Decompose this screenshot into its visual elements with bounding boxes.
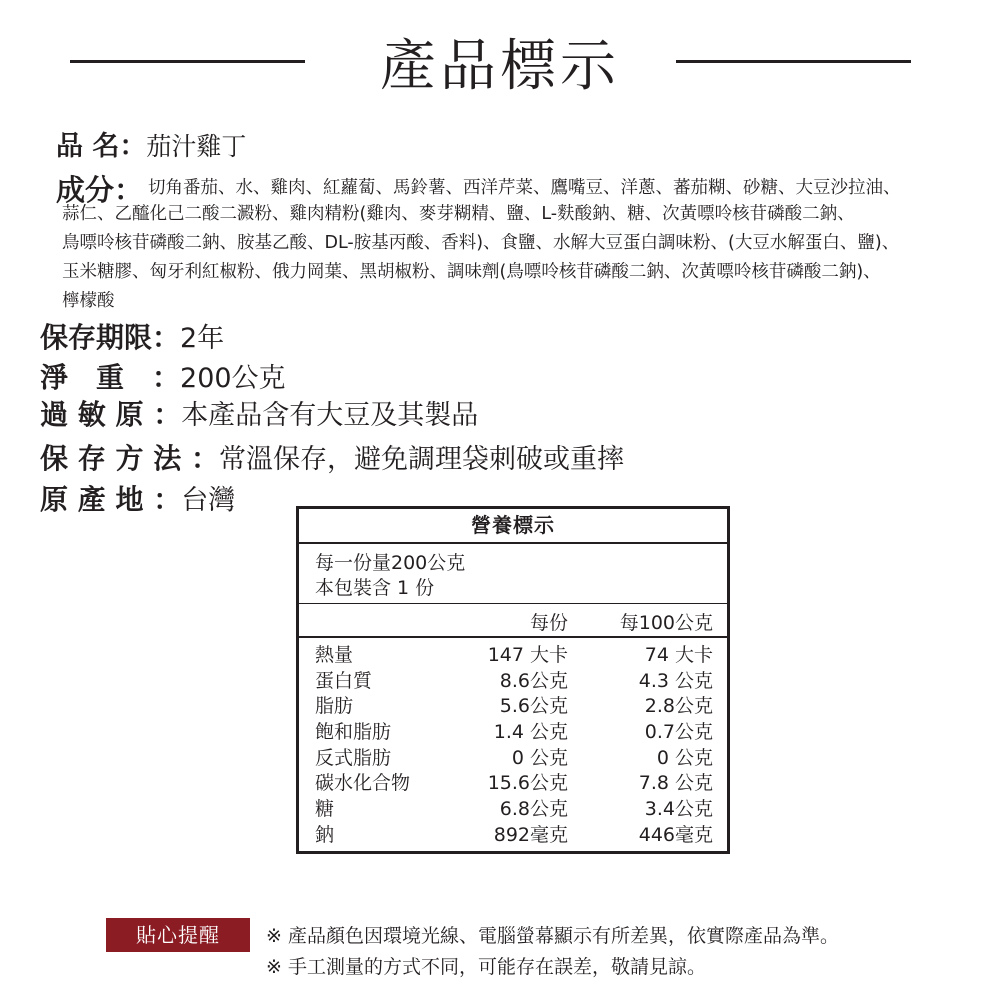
ingredients-line: 鳥嘌呤核苷磷酸二鈉、胺基乙酸、DL-胺基丙酸、香料)、食鹽、水解大豆蛋白調味粉、(大豆水解蛋白、鹽)、: [62, 233, 900, 253]
table-row: [299, 743, 727, 769]
shelf-life-row: [40, 316, 224, 356]
product-name-row: [56, 124, 246, 163]
table-row: [299, 691, 727, 717]
table-row: [299, 794, 727, 820]
ingredients-block: [56, 168, 996, 311]
nutrient-name: 脂肪: [315, 695, 354, 718]
ingredients-line: 蒜仁、乙醯化己二酸二澱粉、雞肉精粉(雞肉、麥芽糊精、鹽、L-麩酸鈉、糖、次黃嘌呤核苷磷酸二鈉、: [62, 204, 855, 224]
per-serving-value: 8.6公克: [499, 669, 568, 692]
nutrition-table: [296, 506, 730, 854]
product-name-label: 品 名：: [56, 131, 147, 162]
shelf-life-value: 2年: [180, 323, 225, 354]
nutrient-name: 熱量: [315, 644, 354, 666]
page-header: [0, 20, 1000, 100]
origin-row: [40, 478, 235, 518]
per-serving-value: 147 大卡: [487, 644, 568, 666]
per-100g-value: 0 公克: [656, 746, 713, 769]
nutrient-name: 糖: [315, 798, 335, 821]
per-100g-value: 7.8 公克: [638, 772, 713, 795]
table-row: [299, 666, 727, 692]
allergen-value: 本產品含有大豆及其製品: [181, 400, 479, 431]
nutrient-name: 碳水化合物: [315, 772, 411, 795]
nutrition-serving-info: [299, 544, 727, 604]
per-serving-value: 5.6公克: [499, 695, 568, 718]
per-100g-value: 3.4公克: [644, 798, 713, 821]
ingredients-line: 玉米糖膠、匈牙利紅椒粉、俄力岡葉、黑胡椒粉、調味劑(鳥嘌呤核苷磷酸二鈉、次黃嘌呤核苷磷酸二鈉)、: [62, 262, 881, 282]
net-weight-row: [40, 356, 286, 396]
nutrient-name: 鈉: [315, 823, 335, 846]
per-serving-value: 0 公克: [511, 746, 568, 769]
nutrient-name: 飽和脂肪: [315, 721, 392, 744]
tip-note-color: ※ 產品顏色因環境光線、電腦螢幕顯示有所差異，依實際產品為準。: [266, 925, 839, 947]
storage-row: [40, 437, 624, 477]
per-serving-value: 1.4 公克: [493, 721, 568, 744]
title-divider-right: [676, 60, 911, 63]
ingredients-label: 成分：: [56, 173, 144, 207]
servings-per-package: 本包裝含 1 份: [315, 577, 435, 599]
allergen-row: [40, 393, 478, 433]
ingredients-line: 檸檬酸: [62, 291, 115, 311]
column-per-serving: 每份: [529, 612, 568, 634]
nutrition-rows: [299, 638, 727, 846]
per-100g-value: 446毫克: [638, 823, 713, 846]
storage-label: 保 存 方 法 ：: [40, 442, 219, 475]
net-weight-label: 淨 重 ：: [40, 361, 181, 394]
shelf-life-label: 保存期限：: [40, 321, 181, 354]
allergen-label: 過 敏 原 ：: [40, 398, 182, 431]
per-100g-value: 74 大卡: [644, 644, 713, 666]
per-serving-value: 6.8公克: [499, 798, 568, 821]
per-100g-value: 4.3 公克: [638, 669, 713, 692]
table-row: [299, 717, 727, 743]
nutrient-name: 反式脂肪: [315, 746, 392, 769]
per-serving-value: 892毫克: [493, 823, 568, 846]
nutrition-title: 營養標示: [299, 509, 727, 544]
net-weight-value: 200公克: [180, 363, 286, 394]
table-row: [299, 768, 727, 794]
origin-value: 台灣: [181, 485, 236, 516]
ingredients-line: 切角番茄、水、雞肉、紅蘿蔔、馬鈴薯、西洋芹菜、鷹嘴豆、洋蔥、蕃茄糊、砂糖、大豆沙拉油、: [148, 178, 901, 198]
table-row: [299, 820, 727, 846]
per-serving-value: 15.6公克: [487, 772, 568, 795]
per-100g-value: 2.8公克: [644, 695, 713, 718]
per-100g-value: 0.7公克: [644, 721, 713, 744]
storage-value: 常溫保存，避免調理袋刺破或重摔: [219, 444, 624, 475]
column-per-100g: 每100公克: [619, 612, 713, 634]
product-name-value: 茄汁雞丁: [146, 132, 247, 161]
page-title: 產品標示: [380, 34, 620, 99]
nutrition-column-headers: [299, 604, 727, 638]
nutrient-name: 蛋白質: [315, 669, 373, 692]
serving-size: 每一份量200公克: [315, 552, 466, 574]
tip-badge: 貼心提醒: [106, 918, 250, 952]
origin-label: 原 產 地 ：: [40, 483, 182, 516]
tip-note-measurement: ※ 手工測量的方式不同，可能存在誤差，敬請見諒。: [266, 956, 706, 978]
table-row: [299, 640, 727, 666]
